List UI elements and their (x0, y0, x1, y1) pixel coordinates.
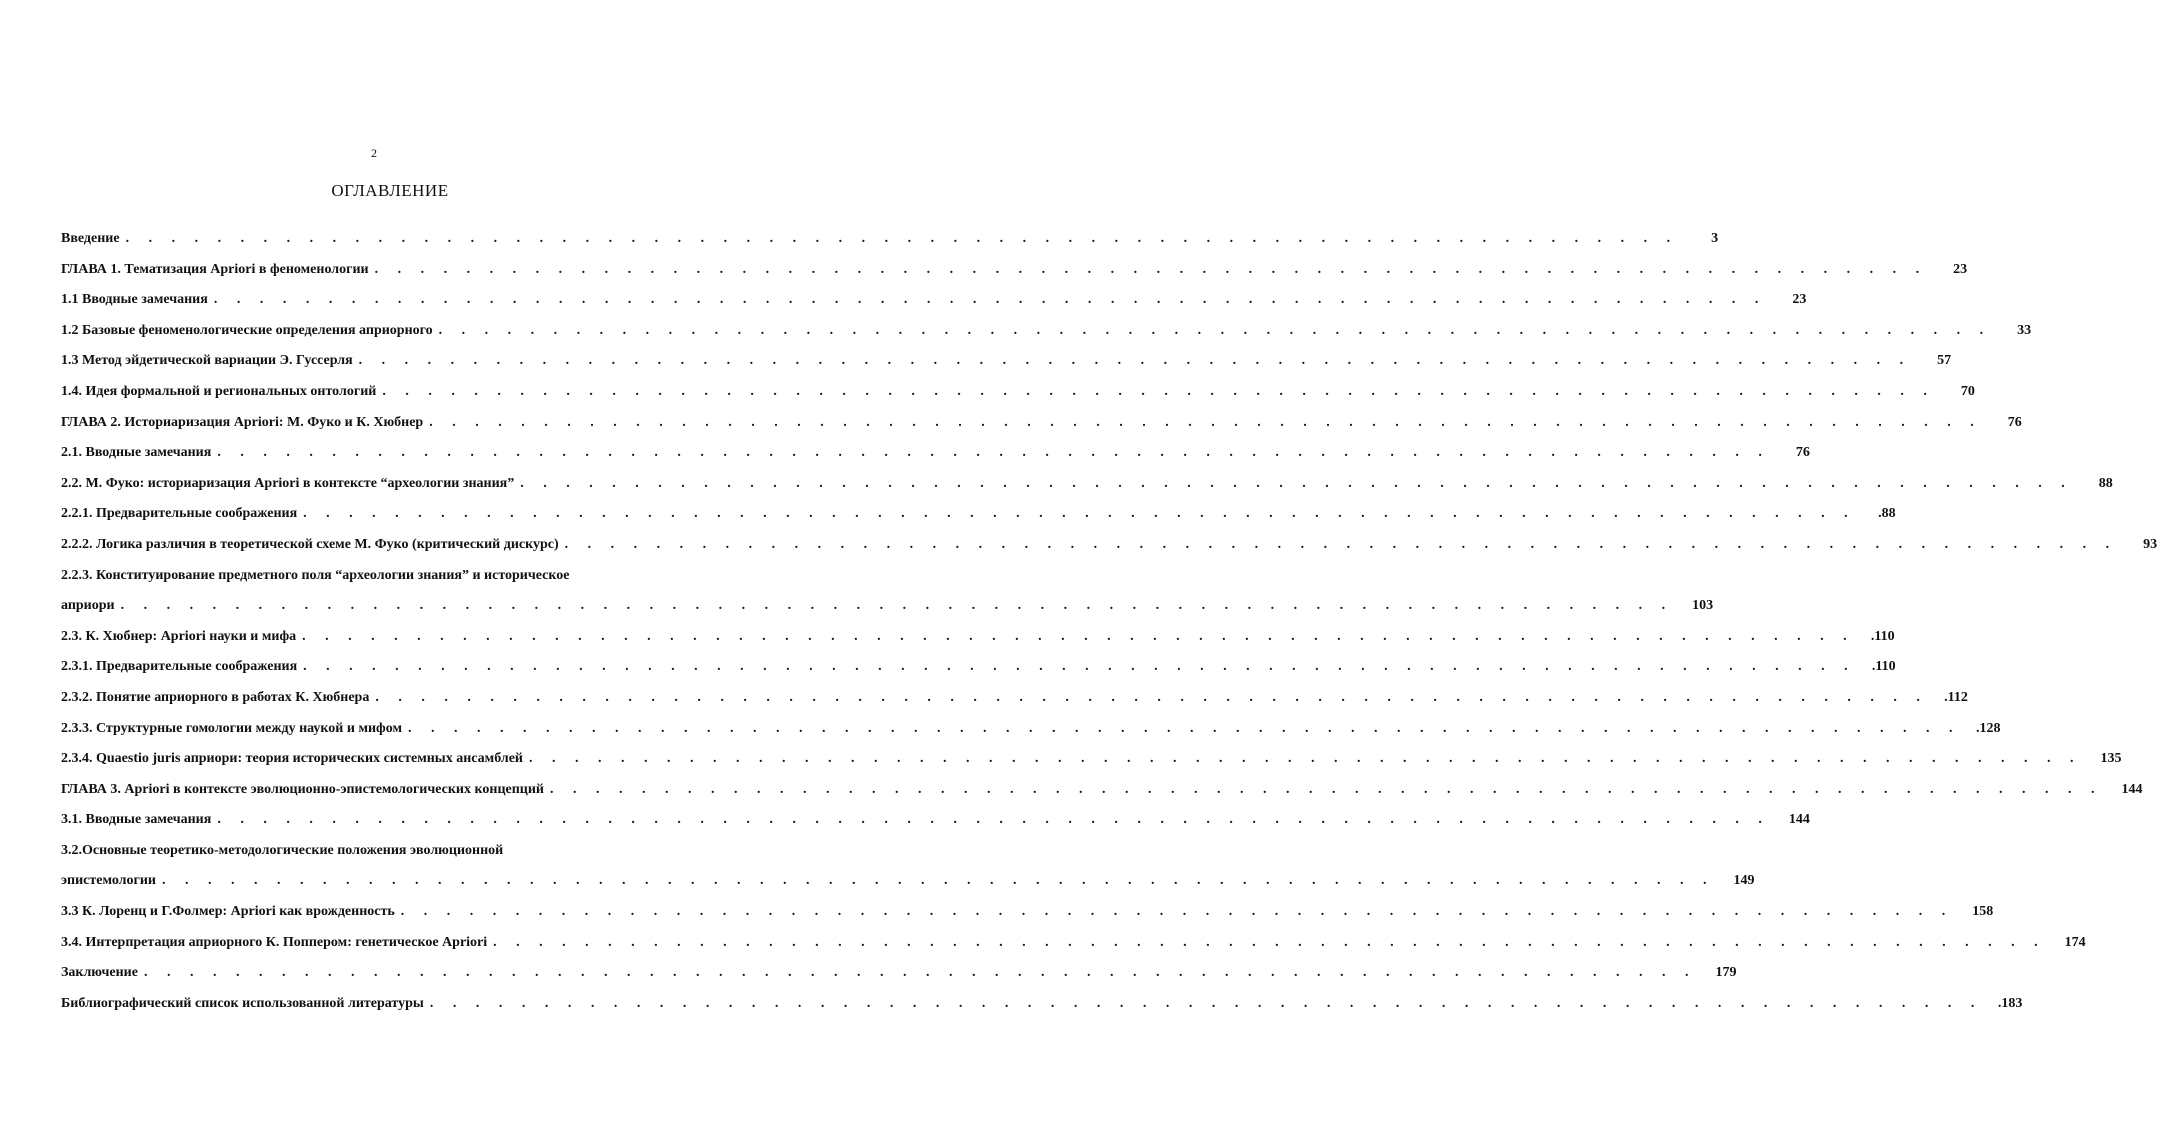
toc-entry-title-continuation: эпистемологии (61, 873, 156, 889)
toc-entry-title: Заключение (61, 965, 138, 981)
toc-page-number: 88 (2098, 475, 2113, 491)
toc-page-number: 144 (2121, 781, 2143, 797)
toc-page-number: 174 (2064, 934, 2086, 950)
toc-leader-dots: . . . . . . . . . . . . . . . . . . . . . . . . . . . . . . . . . . . . . . . . . . . . . . . . . . . . . . . . . . . . . . . . . . . . (429, 995, 1983, 1011)
toc-page-number: .110 (1871, 659, 1896, 675)
page-title: ОГЛАВЛЕНИЕ (331, 181, 449, 200)
toc-page-number: 149 (1733, 873, 1755, 889)
toc-entry-title: ГЛАВА 2. Историаризация Apriori: М. Фуко и К. Хюбнер (61, 414, 424, 430)
toc-page-number: .110 (1870, 628, 1895, 644)
toc-leader-dots: . . . . . . . . . . . . . . . . . . . . . . . . . . . . . . . . . . . . . . . . . . . . . . . . . . . . . . . . . . . . . . . . . . . . (493, 934, 2046, 950)
toc-entry-title: 2.3.2. Понятие априорного в работах К. Хюбнера (61, 689, 370, 705)
toc-entry-title: 2.2.1. Предварительные соображения (61, 506, 298, 522)
toc-entry-title: 1.3 Метод эйдетической вариации Э. Гуссерля (61, 353, 353, 369)
toc-leader-dots: . . . . . . . . . . . . . . . . . . . . . . . . . . . . . . . . . . . . . . . . . . . . . . . . . . . . . . . . . . . . . . . . . . . . (358, 353, 1912, 369)
toc-leader-dots: . . . . . . . . . . . . . . . . . . . . . . . . . . . . . . . . . . . . . . . . . . . . . . . . . . . . . . . . . . . . . . . . . . . . (550, 781, 2103, 797)
toc-leader-dots: . . . . . . . . . . . . . . . . . . . . . . . . . . . . . . . . . . . . . . . . . . . . . . . . . . . . . . . . . . . . . . . . . . . . (302, 628, 1855, 644)
toc-leader-dots: . . . . . . . . . . . . . . . . . . . . . . . . . . . . . . . . . . . . . . . . . . . . . . . . . . . . . . . . . . . . . . . . . . . . (408, 720, 1961, 736)
toc-entry-title: Библиографический список использованной литературы (61, 995, 424, 1011)
toc-entry-title: 2.3.4. Quaestio juris априори: теория исторических системных ансамблей (61, 751, 523, 767)
toc-leader-dots: . . . . . . . . . . . . . . . . . . . . . . . . . . . . . . . . . . . . . . . . . . . . . . . . . . . . . . . . . . . . . . . . . . . . (375, 689, 1928, 705)
table-of-contents (61, 224, 2157, 1019)
toc-leader-dots: . . . . . . . . . . . . . . . . . . . . . . . . . . . . . . . . . . . . . . . . . . . . . . . . . . . . . . . . . . . . . . . . . . . . (162, 873, 1715, 889)
toc-entry-title: ГЛАВА 3. Apriori в контексте эволюционно-эпистемологических концепций (61, 781, 544, 797)
toc-leader-dots: . . . . . . . . . . . . . . . . . . . . . . . . . . . . . . . . . . . . . . . . . . . . . . . . . . . . . . . . . . . . . . . . . . . . (120, 598, 1674, 614)
toc-entry-title: 3.4. Интерпретация априорного К. Поппером: генетическое Apriori (61, 934, 488, 950)
toc-page-number: 3 (1711, 231, 1719, 246)
toc-page-number: 76 (1795, 445, 1810, 461)
toc-leader-dots: . . . . . . . . . . . . . . . . . . . . . . . . . . . . . . . . . . . . . . . . . . . . . . . . . . . . . . . . . . . . . . . . . . . . (217, 445, 1770, 461)
page-number: 2 (371, 146, 377, 160)
toc-page-number: 23 (1953, 261, 1968, 277)
toc-entry-title: 3.3 К. Лоренц и Г.Фолмер: Apriori как врожденность (61, 904, 395, 920)
toc-entry[interactable] (61, 499, 1896, 530)
toc-page-number: 135 (2100, 751, 2122, 767)
toc-page-number: .128 (1976, 720, 2001, 736)
toc-page-number: 57 (1937, 353, 1952, 369)
toc-entry-title: 3.2.Основные теоретико-методологические положения эволюционной (61, 842, 504, 858)
toc-leader-dots: . . . . . . . . . . . . . . . . . . . . . . . . . . . . . . . . . . . . . . . . . . . . . . . . . . . . . . . . . . . . . . . . . . . . (429, 414, 1982, 430)
toc-leader-dots: . . . . . . . . . . . . . . . . . . . . . . . . . . . . . . . . . . . . . . . . . . . . . . . . . . . . . . . . . . . . . . . . . . . . (520, 475, 2073, 491)
toc-page-number: .183 (1997, 995, 2023, 1011)
toc-entry[interactable] (61, 622, 1895, 653)
toc-leader-dots: . . . . . . . . . . . . . . . . . . . . . . . . . . . . . . . . . . . . . . . . . . . . . . . . . . . . . . . . . . . . . . . . . . . . (303, 659, 1856, 675)
toc-entry-title: 1.2 Базовые феноменологические определения априорного (61, 322, 433, 338)
toc-entry[interactable] (61, 316, 2032, 347)
toc-leader-dots: . . . . . . . . . . . . . . . . . . . . . . . . . . . . . . . . . . . . . . . . . . . . . . . . . . . . . . . . . . . . . . . . . . . . (529, 751, 2082, 767)
toc-leader-dots: . . . . . . . . . . . . . . . . . . . . . . . . . . . . . . . . . . . . . . . . . . . . . . . . . . . . . . . . . . . . . . . . . . . . (303, 506, 1856, 522)
toc-entry-title-continuation: априори (61, 598, 115, 614)
toc-page-number: 144 (1788, 812, 1810, 828)
toc-page-number: 23 (1792, 292, 1807, 308)
toc-entry-title: 2.1. Вводные замечания (61, 445, 212, 461)
toc-entry[interactable] (61, 683, 1968, 714)
toc-entry[interactable] (61, 714, 2001, 745)
toc-entry[interactable] (61, 224, 1719, 255)
toc-entry-title: 1.1 Вводные замечания (61, 292, 208, 308)
toc-entry[interactable] (61, 897, 1994, 928)
toc-leader-dots: . . . . . . . . . . . . . . . . . . . . . . . . . . . . . . . . . . . . . . . . . . . . . . . . . . . . . . . . . . . . . . . . . . . . (438, 322, 1992, 338)
toc-entry[interactable] (61, 775, 2143, 806)
toc-leader-dots: . . . . . . . . . . . . . . . . . . . . . . . . . . . . . . . . . . . . . . . . . . . . . . . . . . . . . . . . . . . . . . . . . . . . (125, 231, 1679, 246)
toc-page-number: 103 (1692, 598, 1714, 614)
toc-leader-dots: . . . . . . . . . . . . . . . . . . . . . . . . . . . . . . . . . . . . . . . . . . . . . . . . . . . . . . . . . . . . . . . . . . . . (400, 904, 1954, 920)
toc-entry[interactable] (61, 469, 2113, 500)
toc-entry-title: 2.2.3. Конституирование предметного поля “археологии знания” и историческое (61, 567, 570, 583)
toc-entry[interactable] (61, 561, 1714, 622)
toc-entry-title: ГЛАВА 1. Тематизация Apriori в феноменологии (61, 261, 369, 277)
toc-entry-title: 2.2. М. Фуко: историаризация Apriori в контексте “археологии знания” (61, 475, 515, 491)
toc-entry[interactable] (61, 346, 1952, 377)
toc-page-number: 179 (1715, 965, 1737, 981)
toc-leader-dots: . . . . . . . . . . . . . . . . . . . . . . . . . . . . . . . . . . . . . . . . . . . . . . . . . . . . . . . . . . . . . . . . . . . . (382, 383, 1935, 399)
toc-entry[interactable] (61, 836, 1755, 897)
toc-leader-dots: . . . . . . . . . . . . . . . . . . . . . . . . . . . . . . . . . . . . . . . . . . . . . . . . . . . . . . . . . . . . . . . . . . . . (564, 536, 2118, 552)
toc-page-number: .112 (1944, 689, 1968, 705)
toc-entry[interactable] (61, 530, 2157, 561)
toc-entry-title: Введение (61, 231, 120, 246)
toc-entry[interactable] (61, 928, 2086, 959)
toc-entry-title: 2.3.1. Предварительные соображения (61, 659, 298, 675)
toc-page-number: 70 (1960, 383, 1975, 399)
toc-page-number: 76 (2007, 414, 2022, 430)
toc-entry-title: 3.1. Вводные замечания (61, 812, 212, 828)
toc-entry[interactable] (61, 255, 1968, 286)
toc-entry[interactable] (61, 285, 1807, 316)
toc-entry-title: 2.2.2. Логика различия в теоретической схеме М. Фуко (критический дискурс) (61, 536, 559, 552)
toc-leader-dots: . . . . . . . . . . . . . . . . . . . . . . . . . . . . . . . . . . . . . . . . . . . . . . . . . . . . . . . . . . . . . . . . . . . . (374, 261, 1928, 277)
toc-entry-title: 2.3.3. Структурные гомологии между наукой и мифом (61, 720, 402, 736)
toc-entry[interactable] (61, 805, 1810, 836)
toc-entry[interactable] (61, 652, 1896, 683)
toc-entry-title: 1.4. Идея формальной и региональных онтологий (61, 383, 377, 399)
toc-leader-dots: . . . . . . . . . . . . . . . . . . . . . . . . . . . . . . . . . . . . . . . . . . . . . . . . . . . . . . . . . . . . . . . . . . . . (213, 292, 1767, 308)
toc-entry[interactable] (61, 989, 2023, 1020)
toc-page-number: .88 (1878, 506, 1896, 522)
toc-leader-dots: . . . . . . . . . . . . . . . . . . . . . . . . . . . . . . . . . . . . . . . . . . . . . . . . . . . . . . . . . . . . . . . . . . . . (143, 965, 1697, 981)
toc-entry-title: 2.3. К. Хюбнер: Apriori науки и мифа (61, 628, 297, 644)
toc-page-number: 33 (2017, 322, 2032, 338)
toc-page-number: 93 (2143, 536, 2157, 552)
toc-entry[interactable] (61, 438, 1810, 469)
toc-entry[interactable] (61, 377, 1975, 408)
toc-entry[interactable] (61, 408, 2022, 439)
toc-page-number: 158 (1972, 904, 1994, 920)
toc-entry[interactable] (61, 744, 2122, 775)
toc-leader-dots: . . . . . . . . . . . . . . . . . . . . . . . . . . . . . . . . . . . . . . . . . . . . . . . . . . . . . . . . . . . . . . . . . . . . (217, 812, 1770, 828)
toc-entry[interactable] (61, 958, 1737, 989)
